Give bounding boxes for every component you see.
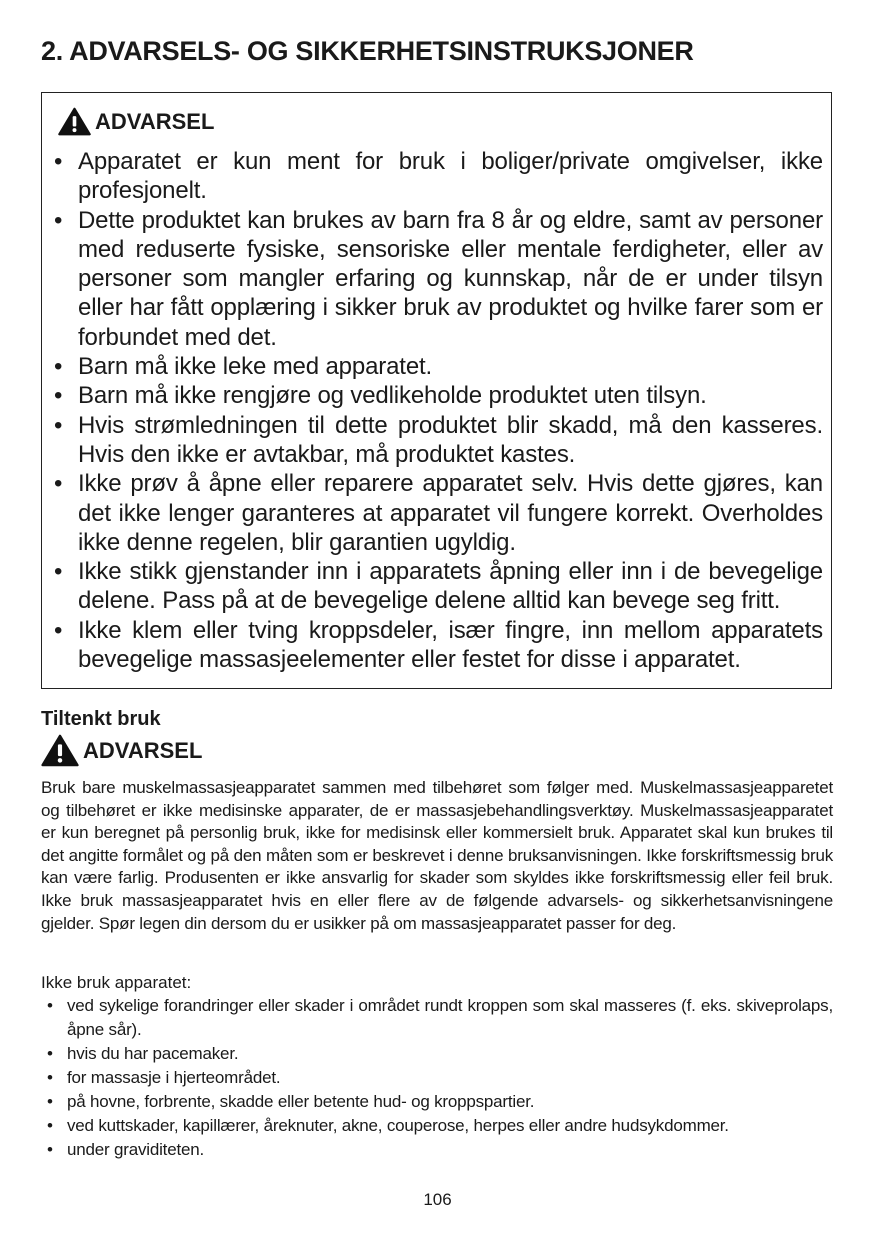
list-item: • Barn må ikke rengjøre og vedlikeholde produktet uten tilsyn. bbox=[54, 382, 707, 410]
list-item: • Dette produktet kan brukes av barn fra 8 år og eldre, samt av personer med reduserte fysiske, sensoriske eller mentale ferdigheter, eller av personer som mangler erfaring og kunnskap, når de er under tilsyn eller har fått opplæring i sikker bruk av produktet og hvilke farer som er forbundet med det. bbox=[54, 206, 823, 351]
list-item: • for massasje i hjerteområdet. bbox=[41, 1066, 833, 1090]
warning-list bbox=[42, 147, 831, 674]
bullet-icon: • bbox=[47, 1044, 53, 1063]
list-item: • Apparatet er kun ment for bruk i boliger/private omgivelser, ikke profesjonelt. bbox=[54, 148, 823, 205]
list-item: • Ikke klem eller tving kroppsdeler, især fingre, inn mellom apparatets bevegelige massasjeelementer eller festet for disse i apparatet. bbox=[54, 616, 823, 674]
bullet-icon: • bbox=[54, 353, 63, 381]
list-item: • hvis du har pacemaker. bbox=[41, 1042, 833, 1066]
bullet-icon: • bbox=[47, 996, 53, 1015]
warning-heading-label: ADVARSEL bbox=[95, 108, 215, 134]
do-not-use-list bbox=[41, 994, 833, 1162]
warning-heading bbox=[58, 107, 214, 136]
bullet-icon: • bbox=[54, 470, 63, 498]
list-item: • Ikke prøv å åpne eller reparere apparatet selv. Hvis dette gjøres, kan det ikke lenger garanteres at apparatet vil fungere korrekt. Overholdes ikke denne regelen, blir garantien ugyldig. bbox=[54, 470, 823, 556]
list-item: • på hovne, forbrente, skadde eller betente hud- og kroppspartier. bbox=[41, 1090, 833, 1114]
warning-triangle-icon bbox=[58, 107, 91, 136]
intended-use-warning-label: ADVARSEL bbox=[83, 737, 203, 763]
bullet-icon: • bbox=[47, 1092, 53, 1111]
bullet-icon: • bbox=[47, 1068, 53, 1087]
bullet-icon: • bbox=[54, 382, 63, 410]
bullet-icon: • bbox=[54, 558, 63, 586]
list-item: • Ikke stikk gjenstander inn i apparatets åpning eller inn i de bevegelige delene. Pass på at de bevegelige delene alltid kan bevege seg fritt. bbox=[54, 558, 823, 615]
list-item: • Barn må ikke leke med apparatet. bbox=[54, 353, 433, 381]
intended-use-heading: Tiltenkt bruk bbox=[41, 708, 161, 730]
bullet-icon: • bbox=[54, 411, 63, 439]
bullet-icon: • bbox=[54, 616, 63, 644]
page-number: 106 bbox=[423, 1190, 452, 1209]
bullet-icon: • bbox=[54, 148, 63, 175]
intended-use-warning bbox=[41, 734, 202, 767]
list-item: • ved sykelige forandringer eller skader i området rundt kroppen som skal masseres (f. eks. skiveprolaps, åpne sår). bbox=[47, 996, 833, 1039]
bullet-icon: • bbox=[47, 1116, 53, 1135]
list-item: • under graviditeten. bbox=[41, 1138, 833, 1162]
warning-box bbox=[41, 92, 832, 689]
do-not-use-intro: Ikke bruk apparatet: bbox=[41, 973, 192, 992]
bullet-icon: • bbox=[54, 206, 63, 234]
list-item: • Hvis strømledningen til dette produktet blir skadd, må den kasseres. Hvis den ikke er avtakbar, må produktet kastes. bbox=[54, 411, 823, 468]
warning-triangle-icon bbox=[41, 734, 79, 767]
page-title: 2. ADVARSELS- OG SIKKERHETSINSTRUKSJONER bbox=[41, 36, 694, 66]
bullet-icon: • bbox=[47, 1140, 53, 1159]
intended-use-paragraph: Bruk bare muskelmassasjeapparatet sammen med tilbehøret som følger med. Muskelmassasjeapparetet og tilbehøret er ikke medisinske apparater, de er massasjebehandlingsverktøy. Muskelmassasjeapparatet er kun beregnet på personlig bruk, ikke for medisinsk eller kommersielt bruk. Apparatet skal kun brukes til det angitte formålet og på den måten som er beskrevet i denne bruksanvisningen. Ikke forskriftsmessig bruk kan være farlig. Produsenten er ikke ansvarlig for skader som skyldes ikke forskriftsmessig eller feil bruk. Ikke bruk massasjeapparatet hvis en eller flere av de følgende advarsels- og sikkerhetsanvisningene gjelder. Spør legen din dersom du er usikker på om massasjeapparatet passer for deg. bbox=[41, 778, 833, 933]
list-item: • ved kuttskader, kapillærer, åreknuter, akne, couperose, herpes eller andre hudsykdommer. bbox=[41, 1114, 833, 1138]
